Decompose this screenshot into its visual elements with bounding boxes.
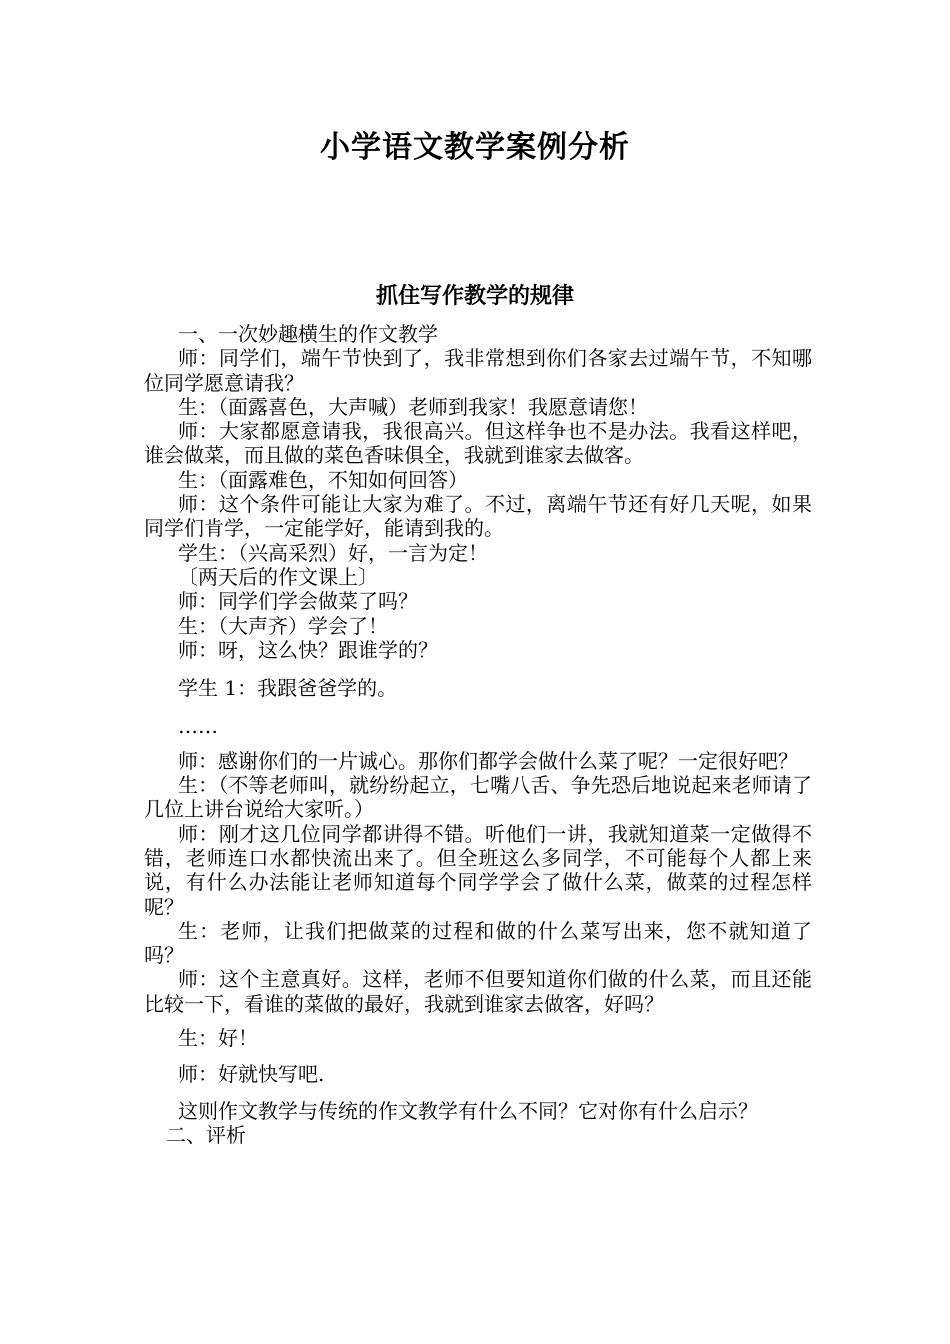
paragraph: 师：感谢你们的一片诚心。那你们都学会做什么菜了呢？一定很好吧？ bbox=[178, 748, 798, 773]
paragraph: 师：好就快写吧. bbox=[178, 1062, 325, 1087]
paragraph: 生：（面露难色，不知如何回答） bbox=[178, 467, 468, 492]
paragraph: 师：同学们，端午节快到了，我非常想到你们各家去过端午节，不知哪位同学愿意请我？ bbox=[144, 346, 812, 395]
paragraph: 师：大家都愿意请我，我很高兴。但这样争也不是办法。我看这样吧，谁会做菜，而且做的菜色香味俱全，我就到谁家去做客。 bbox=[144, 419, 812, 468]
paragraph: 生：老师，让我们把做菜的过程和做的什么菜写出来，您不就知道了吗？ bbox=[144, 918, 812, 968]
paragraph: 师：这个条件可能让大家为难了。不过，离端午节还有好几天呢，如果同学们肯学，一定能学好，能请到我的。 bbox=[144, 492, 812, 541]
paragraph: 师：呀，这么快？跟谁学的？ bbox=[178, 637, 438, 662]
paragraph: …… bbox=[178, 714, 218, 739]
paragraph: 学生：（兴高采烈）好，一言为定！ bbox=[178, 540, 488, 565]
paragraph: 学生 1：我跟爸爸学的。 bbox=[178, 676, 398, 701]
paragraph: 师：这个主意真好。这样，老师不但要知道你们做的什么菜，而且还能比较一下，看谁的菜做的最好，我就到谁家去做客，好吗？ bbox=[144, 967, 812, 1016]
paragraph: 这则作文教学与传统的作文教学有什么不同？它对你有什么启示？ bbox=[178, 1098, 758, 1123]
paragraph: 师：同学们学会做菜了吗？ bbox=[178, 589, 418, 614]
section-heading: 抓住写作教学的规律 bbox=[375, 283, 574, 309]
paragraph: 〔两天后的作文课上〕 bbox=[178, 564, 378, 589]
paragraph: 生：（不等老师叫，就纷纷起立，七嘴八舌、争先恐后地说起来老师请了几位上讲台说给大家听。） bbox=[144, 773, 812, 822]
section-heading-two: 二、评析 bbox=[166, 1122, 246, 1147]
paragraph: 生：（面露喜色，大声喊）老师到我家！我愿意请您！ bbox=[178, 394, 648, 419]
section-heading-one: 一、一次妙趣横生的作文教学 bbox=[178, 322, 438, 346]
paragraph: 生：好！ bbox=[178, 1026, 258, 1051]
document-body bbox=[144, 322, 812, 1147]
paragraph: 生：（大声齐）学会了！ bbox=[178, 613, 388, 638]
document-title: 小学语文教学案例分析 bbox=[320, 130, 630, 165]
paragraph: 师：刚才这几位同学都讲得不错。听他们一讲，我就知道菜一定做得不错，老师连口水都快流出来了。但全班这么多同学，不可能每个人都上来说，有什么办法能让老师知道每个同学学会了做什么菜，做菜的过程怎样呢？ bbox=[144, 821, 812, 919]
